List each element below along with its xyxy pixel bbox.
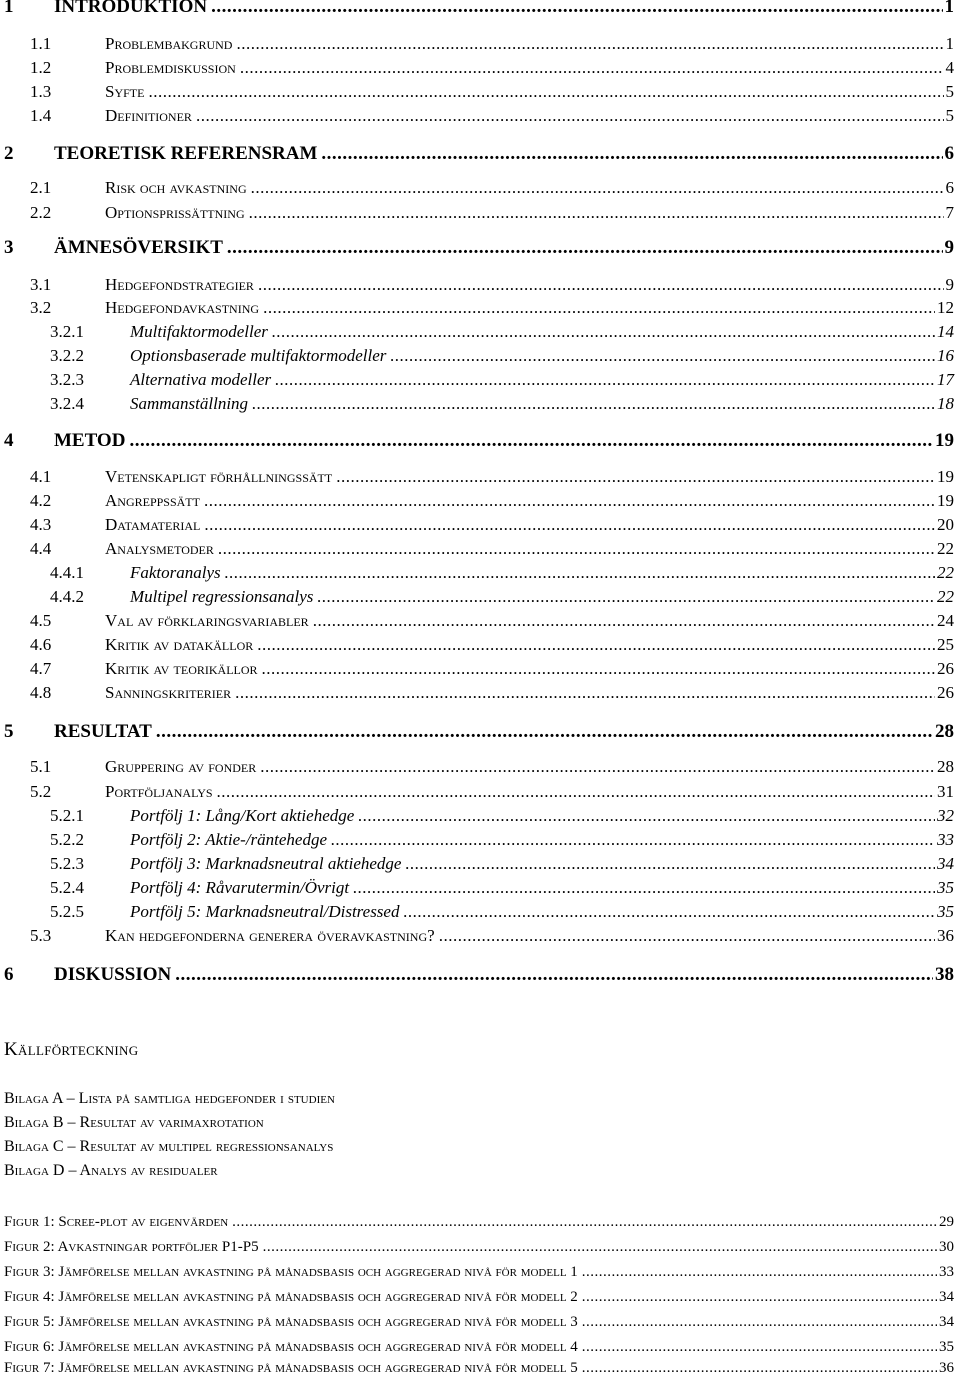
toc-title: Hedgefondavkastning	[105, 298, 260, 317]
toc-title: Risk och avkastning	[105, 178, 247, 197]
toc-page: 28	[935, 721, 954, 742]
toc-number: 5.2.4	[50, 878, 84, 897]
toc-leader	[252, 394, 935, 414]
toc-page: 38	[935, 964, 954, 985]
toc-number: 1.1	[30, 34, 52, 53]
toc-number: 4.3	[30, 515, 52, 534]
toc-title: Problembakgrund	[105, 34, 233, 53]
toc-leader	[353, 878, 935, 898]
toc-entry-4-4-1[interactable]	[50, 563, 954, 583]
toc-page: 35	[937, 878, 954, 897]
toc-number: 5.2.2	[50, 830, 84, 849]
toc-leader	[236, 34, 943, 54]
toc-entry-5[interactable]	[4, 721, 954, 743]
toc-page: 5	[945, 106, 954, 125]
toc-page: 18	[937, 394, 954, 413]
toc-number: 3.2.4	[50, 394, 84, 413]
toc-leader	[235, 683, 935, 703]
toc-number: 4	[4, 430, 14, 451]
appendix-d[interactable]: Bilaga D – Analys av residualer	[4, 1162, 218, 1179]
figure-title: Figur 3: Jämförelse mellan avkastning på månadsbasis och aggregerad nivå för modell 1	[4, 1264, 578, 1280]
toc-entry-1-3[interactable]	[30, 82, 954, 102]
toc-page: 9	[945, 275, 954, 294]
toc-number: 4.6	[30, 635, 52, 654]
figure-title: Figur 4: Jämförelse mellan avkastning på månadsbasis och aggregerad nivå för modell 2	[4, 1289, 578, 1305]
toc-page: 19	[937, 467, 954, 486]
toc-title: Portfölj 2: Aktie-/räntehedge	[130, 830, 328, 849]
figure-page: 36	[939, 1360, 954, 1376]
toc-leader	[390, 346, 935, 366]
toc-leader	[204, 491, 935, 511]
figure-page: 33	[939, 1264, 954, 1280]
toc-page: 1	[945, 34, 954, 53]
toc-leader	[272, 322, 935, 342]
toc-page: 16	[937, 346, 954, 365]
toc-entry-1[interactable]	[4, 0, 954, 18]
figure-entry-2[interactable]	[4, 1239, 954, 1256]
toc-leader	[258, 275, 944, 295]
toc-entry-2-2[interactable]	[30, 203, 954, 223]
toc-page: 12	[937, 298, 954, 317]
toc-page: 17	[937, 370, 954, 389]
toc-entry-6[interactable]	[4, 964, 954, 986]
toc-leader	[175, 964, 933, 986]
toc-title: Kritik av teorikällor	[105, 659, 258, 678]
toc-leader	[218, 539, 935, 559]
toc-entry-5-1[interactable]	[30, 757, 954, 777]
toc-title: Alternativa modeller	[130, 370, 272, 389]
toc-entry-2-1[interactable]	[30, 178, 954, 198]
toc-number: 4.2	[30, 491, 52, 510]
toc-title: Val av förklaringsvariabler	[105, 611, 309, 630]
figure-page: 34	[939, 1314, 954, 1330]
toc-page: 4	[945, 58, 954, 77]
toc-leader	[232, 1214, 937, 1231]
toc-title: Definitioner	[105, 106, 192, 125]
toc-entry-4-3[interactable]	[30, 515, 954, 535]
toc-leader	[257, 635, 935, 655]
toc-entry-5-2-5[interactable]	[50, 902, 954, 922]
toc-number: 3.2	[30, 298, 52, 317]
figure-title: Figur 5: Jämförelse mellan avkastning på månadsbasis och aggregerad nivå för modell 3	[4, 1314, 578, 1330]
figure-entry-7[interactable]	[4, 1360, 954, 1377]
toc-number: 5.2.5	[50, 902, 84, 921]
toc-page: 9	[944, 237, 954, 258]
toc-title: Analysmetoder	[105, 539, 214, 558]
toc-leader	[582, 1360, 937, 1377]
toc-entry-4-2[interactable]	[30, 491, 954, 511]
toc-title: Vetenskapligt förhållningssätt	[105, 467, 333, 486]
toc-entry-5-3[interactable]	[30, 926, 954, 946]
toc-entry-4-4[interactable]	[30, 539, 954, 559]
toc-title: DISKUSSION	[54, 964, 172, 985]
toc-entry-3-1[interactable]	[30, 275, 954, 295]
toc-leader	[263, 298, 935, 318]
appendix-b[interactable]: Bilaga B – Resultat av varimaxrotation	[4, 1114, 264, 1131]
toc-title: RESULTAT	[54, 721, 152, 742]
toc-number: 4.8	[30, 683, 52, 702]
toc-title: Kritik av datakällor	[105, 635, 254, 654]
toc-title: Sammanställning	[130, 394, 249, 413]
toc-title: METOD	[54, 430, 126, 451]
toc-entry-5-2-3[interactable]	[50, 854, 954, 874]
toc-entry-3-2[interactable]	[30, 298, 954, 318]
toc-leader	[262, 659, 935, 679]
toc-leader	[225, 563, 935, 583]
toc-leader	[249, 203, 944, 223]
toc-number: 5	[4, 721, 14, 742]
figure-page: 35	[939, 1339, 954, 1355]
toc-number: 6	[4, 964, 14, 985]
toc-entry-1-1[interactable]	[30, 34, 954, 54]
toc-leader	[217, 782, 935, 802]
toc-number: 5.2	[30, 782, 52, 801]
figure-entry-3[interactable]	[4, 1264, 954, 1281]
toc-title: Optionsbaserade multifaktormodeller	[130, 346, 387, 365]
toc-title: Problemdiskussion	[105, 58, 236, 77]
toc-number: 5.3	[30, 926, 52, 945]
toc-leader	[211, 0, 942, 18]
figure-title: Figur 2: Avkastningar portföljer P1-P5	[4, 1239, 259, 1255]
toc-title: Angreppssätt	[105, 491, 200, 510]
toc-leader	[156, 721, 933, 743]
toc-entry-3-2-4[interactable]	[50, 394, 954, 414]
toc-entry-4-4-2[interactable]	[50, 587, 954, 607]
toc-entry-3-2-3[interactable]	[50, 370, 954, 390]
toc-number: 1.3	[30, 82, 52, 101]
toc-leader	[403, 902, 935, 922]
toc-leader	[260, 757, 935, 777]
toc-entry-5-2-1[interactable]	[50, 806, 954, 826]
toc-title: Portfölj 3: Marknadsneutral aktiehedge	[130, 854, 402, 873]
figure-title: Figur 1: Scree-plot av eigenvärden	[4, 1214, 229, 1230]
toc-page: 25	[937, 635, 954, 654]
toc-entry-4-1[interactable]	[30, 467, 954, 487]
toc-entry-5-2-4[interactable]	[50, 878, 954, 898]
toc-title: Sanningskriterier	[105, 683, 232, 702]
toc-number: 3	[4, 237, 14, 258]
toc-number: 4.4.1	[50, 563, 84, 582]
toc-number: 5.2.1	[50, 806, 84, 825]
toc-leader	[204, 515, 935, 535]
toc-page: 7	[945, 203, 954, 222]
toc-number: 1.2	[30, 58, 52, 77]
toc-number: 3.2.1	[50, 322, 84, 341]
toc-leader	[336, 467, 935, 487]
toc-page: 24	[937, 611, 954, 630]
toc-title: Optionsprissättning	[105, 203, 245, 222]
toc-leader	[582, 1289, 937, 1306]
toc-number: 1.4	[30, 106, 52, 125]
toc-number: 4.4.2	[50, 587, 84, 606]
toc-title: ÄMNESÖVERSIKT	[54, 237, 223, 258]
toc-leader	[331, 830, 935, 850]
figure-page: 30	[939, 1239, 954, 1255]
toc-title: INTRODUKTION	[54, 0, 208, 17]
toc-page: 28	[937, 757, 954, 776]
toc-number: 2	[4, 143, 14, 164]
figure-entry-4[interactable]	[4, 1289, 954, 1306]
toc-number: 4.5	[30, 611, 52, 630]
toc-leader	[582, 1314, 937, 1331]
toc-title: Multifaktormodeller	[130, 322, 268, 341]
toc-leader	[129, 430, 933, 452]
toc-leader	[313, 611, 935, 631]
toc-page: 34	[937, 854, 954, 873]
toc-leader	[321, 143, 942, 165]
toc-title: Kan hedgefonderna generera överavkastning?	[105, 926, 435, 945]
toc-page: 33	[937, 830, 954, 849]
toc-page: 36	[937, 926, 954, 945]
figure-page: 29	[939, 1214, 954, 1230]
toc-page: 6	[945, 178, 954, 197]
toc-leader	[405, 854, 935, 874]
toc-title: Portföljanalys	[105, 782, 213, 801]
toc-entry-5-2-2[interactable]	[50, 830, 954, 850]
toc-title: Portfölj 5: Marknadsneutral/Distressed	[130, 902, 400, 921]
toc-number: 3.2.3	[50, 370, 84, 389]
toc-title: Multipel regressionsanalys	[130, 587, 314, 606]
toc-entry-3-2-1[interactable]	[50, 322, 954, 342]
appendix-a[interactable]: Bilaga A – Lista på samtliga hedgefonder i studien	[4, 1090, 335, 1107]
toc-page: 19	[937, 491, 954, 510]
toc-page: 22	[937, 587, 954, 606]
toc-page: 35	[937, 902, 954, 921]
toc-number: 3.1	[30, 275, 52, 294]
toc-leader	[439, 926, 935, 946]
toc-leader	[582, 1264, 937, 1281]
toc-page: 22	[937, 539, 954, 558]
toc-leader	[582, 1339, 937, 1356]
toc-title: Portfölj 4: Råvarutermin/Övrigt	[130, 878, 350, 897]
toc-title: Datamaterial	[105, 515, 201, 534]
toc-number: 3.2.2	[50, 346, 84, 365]
toc-entry-4-8[interactable]	[30, 683, 954, 703]
toc-title: Gruppering av fonder	[105, 757, 257, 776]
toc-page: 20	[937, 515, 954, 534]
toc-number: 4.7	[30, 659, 52, 678]
toc-leader	[227, 237, 943, 259]
toc-page: 5	[945, 82, 954, 101]
figure-page: 34	[939, 1289, 954, 1305]
toc-title: Hedgefondstrategier	[105, 275, 254, 294]
toc-number: 4.1	[30, 467, 52, 486]
references-heading[interactable]: Källförteckning	[4, 1039, 139, 1060]
toc-entry-1-4[interactable]	[30, 106, 954, 126]
toc-title: Syfte	[105, 82, 145, 101]
toc-leader	[275, 370, 935, 390]
toc-title: Faktoranalys	[130, 563, 221, 582]
toc-leader	[317, 587, 935, 607]
toc-leader	[358, 806, 935, 826]
toc-page: 26	[937, 659, 954, 678]
toc-entry-5-2[interactable]	[30, 782, 954, 802]
toc-number: 2.2	[30, 203, 52, 222]
toc-page: 14	[937, 322, 954, 341]
toc-number: 5.2.3	[50, 854, 84, 873]
toc-page: 32	[937, 806, 954, 825]
toc-entry-4-7[interactable]	[30, 659, 954, 679]
toc-number: 4.4	[30, 539, 52, 558]
toc-title: TEORETISK REFERENSRAM	[54, 143, 318, 164]
toc-entry-4-6[interactable]	[30, 635, 954, 655]
toc-entry-3-2-2[interactable]	[50, 346, 954, 366]
toc-entry-4-5[interactable]	[30, 611, 954, 631]
toc-number: 1	[4, 0, 14, 17]
toc-entry-4[interactable]	[4, 430, 954, 452]
figure-entry-5[interactable]	[4, 1314, 954, 1331]
toc-leader	[240, 58, 944, 78]
toc-number: 5.1	[30, 757, 52, 776]
figure-title: Figur 6: Jämförelse mellan avkastning på månadsbasis och aggregerad nivå för modell 4	[4, 1339, 578, 1355]
toc-page: 31	[937, 782, 954, 801]
toc-number: 2.1	[30, 178, 52, 197]
toc-leader	[148, 82, 943, 102]
appendix-c[interactable]: Bilaga C – Resultat av multipel regressionsanalys	[4, 1138, 334, 1155]
toc-page: 26	[937, 683, 954, 702]
toc-title: Portfölj 1: Lång/Kort aktiehedge	[130, 806, 355, 825]
toc-page: 1	[944, 0, 954, 17]
toc-entry-2[interactable]	[4, 143, 954, 165]
toc-page: 6	[944, 143, 954, 164]
toc-leader	[251, 178, 944, 198]
toc-leader	[196, 106, 944, 126]
toc-page: 22	[937, 563, 954, 582]
toc-page: 19	[935, 430, 954, 451]
figure-title: Figur 7: Jämförelse mellan avkastning på månadsbasis och aggregerad nivå för modell 5	[4, 1360, 578, 1376]
figure-entry-1[interactable]	[4, 1214, 954, 1231]
figure-entry-6[interactable]	[4, 1339, 954, 1356]
toc-entry-1-2[interactable]	[30, 58, 954, 78]
toc-entry-3[interactable]	[4, 237, 954, 259]
toc-leader	[263, 1239, 937, 1256]
